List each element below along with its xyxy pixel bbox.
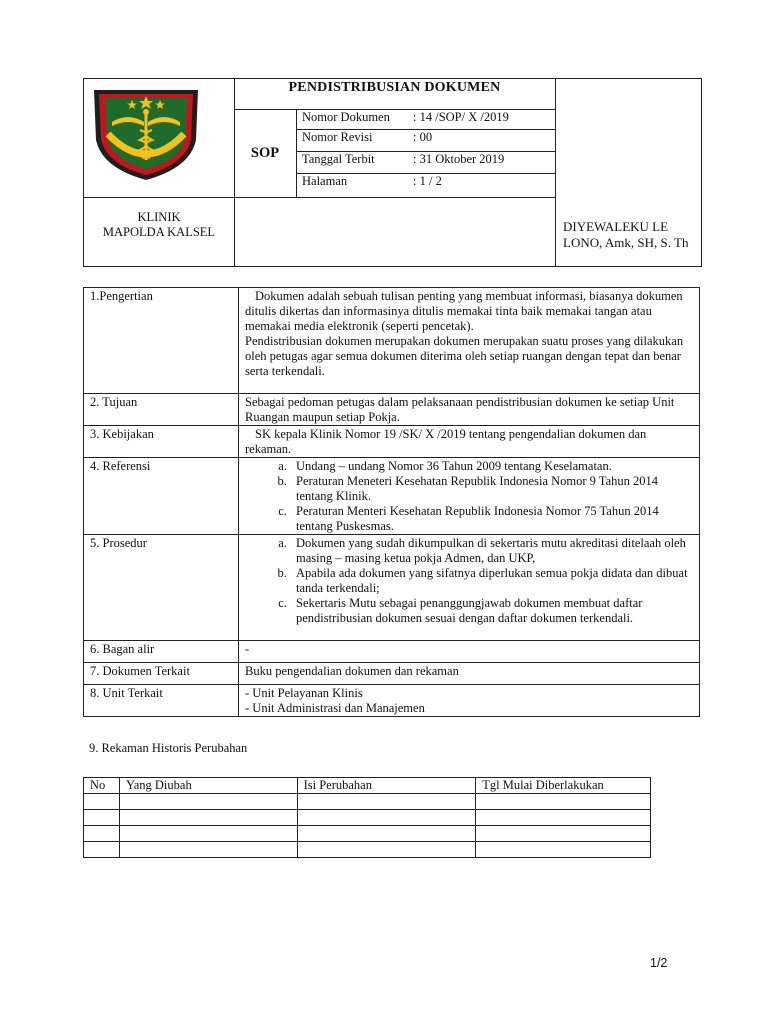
sop-label: SOP xyxy=(250,145,280,161)
field-label-nomor-dokumen: Nomor Dokumen xyxy=(302,110,390,124)
section-label: 8. Unit Terkait xyxy=(84,685,239,717)
sop-header xyxy=(83,78,702,267)
unit-line-2: - Unit Administrasi dan Manajemen xyxy=(245,701,425,715)
table-row xyxy=(84,685,700,717)
list-item: c. Sekertaris Mutu sebagai penanggungjawab dokumen membuat daftar pendistribusian dokumen sesuai dengan daftar dokumen terkendali. xyxy=(290,596,691,626)
table-cell xyxy=(476,842,651,858)
signer-name: DIYEWALEKU LE LONO, Amk, SH, S. Th xyxy=(563,219,689,250)
section-label: 1.Pengertian xyxy=(84,288,239,394)
table-cell xyxy=(119,810,297,826)
table-cell xyxy=(84,794,120,810)
section-value xyxy=(239,458,700,535)
list-item: a. Undang – undang Nomor 36 Tahun 2009 tentang Keselamatan. xyxy=(290,459,691,474)
table-row xyxy=(84,810,651,826)
table-row xyxy=(84,426,700,458)
field-value-nomor-dokumen: : 14 /SOP/ X /2019 xyxy=(413,110,509,124)
section-value: Sebagai pedoman petugas dalam pelaksanaan pendistribusian dokumen ke setiap Unit Ruangan maupun setiap Pokja. xyxy=(239,394,700,426)
pengertian-paragraph-1: Dokumen adalah sebuah tulisan penting yang membuat informasi, biasanya dokumen ditulis dikertas dan informasinya ditulis memakai tinta baik memakai tangan atau memakai media elektronik (seperti pencetak). xyxy=(245,289,683,333)
table-cell xyxy=(119,842,297,858)
unit-line-1: - Unit Pelayanan Klinis xyxy=(245,686,363,700)
section-label: 4. Referensi xyxy=(84,458,239,535)
table-row xyxy=(84,826,651,842)
table-cell xyxy=(119,794,297,810)
section-label: 5. Prosedur xyxy=(84,535,239,641)
field-label-tanggal-terbit: Tanggal Terbit xyxy=(302,152,375,166)
table-cell xyxy=(476,794,651,810)
clinic-line-1: KLINIK xyxy=(137,210,181,224)
table-cell xyxy=(119,826,297,842)
table-cell xyxy=(84,826,120,842)
field-value-halaman: : 1 / 2 xyxy=(413,174,442,188)
field-label-nomor-revisi: Nomor Revisi xyxy=(302,130,373,144)
table-row xyxy=(84,842,651,858)
field-value-nomor-revisi: : 00 xyxy=(413,130,433,144)
table-row xyxy=(84,663,700,685)
section-label: 2. Tujuan xyxy=(84,394,239,426)
table-cell xyxy=(84,842,120,858)
section-value xyxy=(239,685,700,717)
column-header: Yang Diubah xyxy=(119,778,297,794)
referensi-list xyxy=(245,459,691,534)
table-row xyxy=(84,641,700,663)
page-number: 1/2 xyxy=(650,956,668,970)
section-label: 6. Bagan alir xyxy=(84,641,239,663)
table-cell xyxy=(297,826,476,842)
section-value: - xyxy=(239,641,700,663)
list-item: a. Dokumen yang sudah dikumpulkan di sekertaris mutu akreditasi ditelaah oleh masing – masing ketua pokja Admen, dan UKP, xyxy=(290,536,691,566)
history-table xyxy=(83,777,651,858)
table-row xyxy=(84,794,651,810)
column-header: Tgl Mulai Diberlakukan xyxy=(476,778,651,794)
table-row xyxy=(84,458,700,535)
section-value: SK kepala Klinik Nomor 19 /SK/ X /2019 tentang pengendalian dokumen dan rekaman. xyxy=(239,426,700,458)
list-item: b. Apabila ada dokumen yang sifatnya diperlukan semua pokja didata dan dibuat tanda terkendali; xyxy=(290,566,691,596)
pengertian-paragraph-2: Pendistribusian dokumen merupakan dokumen merupakan suatu proses yang dilakukan oleh petugas agar semua dokumen diterima oleh setiap ruangan dengan tepat dan benar serta terkendali. xyxy=(245,334,684,378)
prosedur-list xyxy=(245,536,691,626)
table-cell xyxy=(476,810,651,826)
table-cell xyxy=(297,794,476,810)
table-cell xyxy=(297,842,476,858)
table-cell xyxy=(476,826,651,842)
clinic-name xyxy=(84,210,234,240)
sop-content-table xyxy=(83,287,700,717)
section-value xyxy=(239,535,700,641)
history-title: 9. Rekaman Historis Perubahan xyxy=(89,741,248,755)
column-header: Isi Perubahan xyxy=(297,778,476,794)
field-value-tanggal-terbit: : 31 Oktober 2019 xyxy=(413,152,505,166)
table-header-row xyxy=(84,778,651,794)
table-cell xyxy=(84,810,120,826)
document-title: PENDISTRIBUSIAN DOKUMEN xyxy=(288,80,501,95)
list-item: b. Peraturan Meneteri Kesehatan Republik Indonesia Nomor 9 Tahun 2014 tentang Klinik. xyxy=(290,474,691,504)
table-row xyxy=(84,394,700,426)
field-label-halaman: Halaman xyxy=(302,174,348,188)
list-item: c. Peraturan Menteri Kesehatan Republik Indonesia Nomor 75 Tahun 2014 tentang Puskesmas. xyxy=(290,504,691,534)
table-row xyxy=(84,288,700,394)
table-row xyxy=(84,535,700,641)
clinic-line-2: MAPOLDA KALSEL xyxy=(102,225,216,239)
section-value: Buku pengendalian dokumen dan rekaman xyxy=(239,663,700,685)
table-cell xyxy=(297,810,476,826)
section-label: 3. Kebijakan xyxy=(84,426,239,458)
section-value xyxy=(239,288,700,394)
column-header: No xyxy=(84,778,120,794)
section-label: 7. Dokumen Terkait xyxy=(84,663,239,685)
clinic-logo xyxy=(90,82,202,182)
